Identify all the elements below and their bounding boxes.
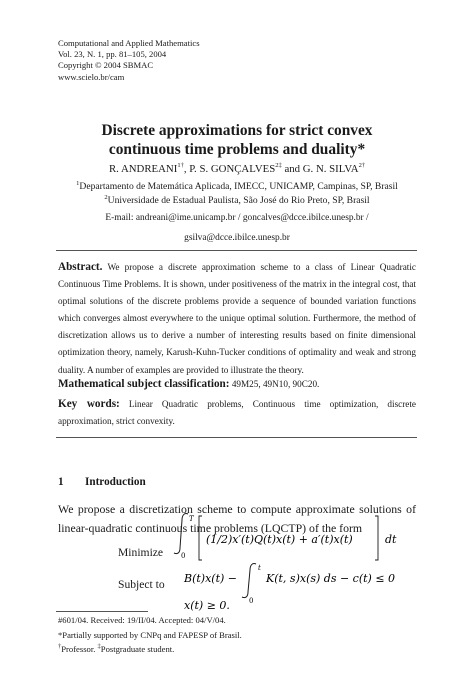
email-line-2[interactable]: gsilva@dcce.ibilce.unesp.br — [184, 233, 290, 243]
double-dagger-mark: ‡ — [97, 643, 101, 650]
author-list — [0, 163, 474, 175]
affiliation-2 — [0, 195, 474, 206]
paper-title — [0, 122, 474, 159]
affiliation-1 — [0, 181, 474, 192]
abstract — [58, 259, 416, 379]
abstract-label: Abstract. — [58, 261, 103, 273]
svg-text:x(t) ≥ 0.: x(t) ≥ 0. — [184, 599, 230, 612]
role-professor: Professor. — [61, 644, 96, 654]
copyright: Copyright © 2004 SBMAC — [58, 60, 154, 71]
svg-text:dt: dt — [385, 533, 397, 546]
footnote-rule — [56, 611, 148, 612]
role-postgraduate: Postgraduate student. — [100, 644, 175, 654]
section-title: Introduction — [85, 476, 146, 488]
abstract-bottom-rule — [56, 437, 417, 438]
msc-value: 49M25, 49N10, 90C20. — [231, 379, 320, 389]
title-line-2: continuous time problems and duality* — [108, 140, 366, 158]
journal-header — [58, 38, 200, 83]
footnote-roles — [58, 644, 174, 654]
affiliation-1-mark: 1 — [76, 180, 80, 187]
subject-classification — [58, 378, 319, 390]
author-and: and — [284, 163, 301, 175]
nonnegativity-constraint — [180, 596, 260, 614]
svg-text:0: 0 — [249, 597, 254, 605]
intro-paragraph: We propose a discretization scheme to compute approximate solutions of linear-quadratic continuous time problems (LQCTP) of the form — [58, 502, 416, 535]
svg-text:(1/2)x′(t)Q(t)x(t) + a′(t)x(t): (1/2)x′(t)Q(t)x(t) + a′(t)x(t) — [206, 533, 353, 546]
author-2-marks: 2‡ — [275, 162, 282, 169]
msc-label: Mathematical subject classification: — [58, 378, 230, 390]
journal-url[interactable]: www.scielo.br/cam — [58, 71, 125, 82]
section-number: 1 — [58, 476, 64, 488]
footnote-support: *Partially supported by CNPq and FAPESP of Brasil. — [58, 630, 242, 640]
author-1: R. ANDREANI — [108, 163, 178, 175]
keywords-value: Linear Quadratic problems, Continuous time optimization, discrete approximation, strict convexity. — [58, 399, 416, 426]
author-separator: , — [183, 163, 187, 175]
affiliation-1-text: Departamento de Matemática Aplicada, IMECC, UNICAMP, Campinas, SP, Brasil — [79, 181, 398, 192]
keywords-label: Key words: — [58, 398, 120, 410]
email-line-1[interactable]: E-mail: andreani@ime.unicamp.br / goncalves@dcce.ibilce.unesp.br / — [105, 213, 369, 223]
svg-text:t: t — [258, 564, 261, 572]
author-3-marks: 2† — [358, 162, 366, 169]
abstract-text: We propose a discrete approximation scheme to a class of Linear Quadratic Continuous Time Problems. It is shown, under positiveness of the matrix in the integral cost, that optimal solutions of the discrete problems provide a sequence of bounded variation functions which converges almost everywhere to the unique optimal solution. Furthermore, the method of discretization allows us to derive a number of interesting results based on finite dimensional optimization theory, namely, Karush-Kuhn-Tucker conditions of optimality and weak and strong duality. A number of examples are provided to illustrate the theory. — [58, 262, 416, 375]
volume-info: Vol. 23, N. 1, pp. 81–105, 2004 — [58, 49, 167, 60]
section-heading — [58, 476, 146, 488]
minimize-label: Minimize — [118, 546, 164, 559]
affiliation-2-mark: 2 — [104, 194, 108, 201]
author-2: P. S. GONÇALVES — [189, 163, 276, 175]
svg-text:T: T — [189, 515, 194, 523]
footnote-received: #601/04. Received: 19/II/04. Accepted: 04/V/04. — [58, 615, 226, 625]
keywords — [58, 396, 416, 430]
svg-text:B(t)x(t) −: B(t)x(t) − — [184, 572, 238, 585]
author-1-marks: 1† — [177, 162, 184, 169]
abstract-top-rule — [56, 250, 417, 251]
dagger-mark: † — [58, 643, 62, 650]
affiliation-2-text: Universidade de Estadual Paulista, São José do Rio Preto, SP, Brasil — [107, 195, 370, 206]
title-line-1: Discrete approximations for strict convex — [101, 122, 373, 139]
journal-name: Computational and Applied Mathematics — [58, 38, 200, 48]
subject-to-label: Subject to — [118, 578, 165, 591]
svg-text:0: 0 — [181, 552, 186, 560]
author-3: G. N. SILVA — [302, 163, 359, 175]
svg-text:K(t, s)x(s) ds − c(t) ≤ 0: K(t, s)x(s) ds − c(t) ≤ 0 — [266, 572, 396, 585]
